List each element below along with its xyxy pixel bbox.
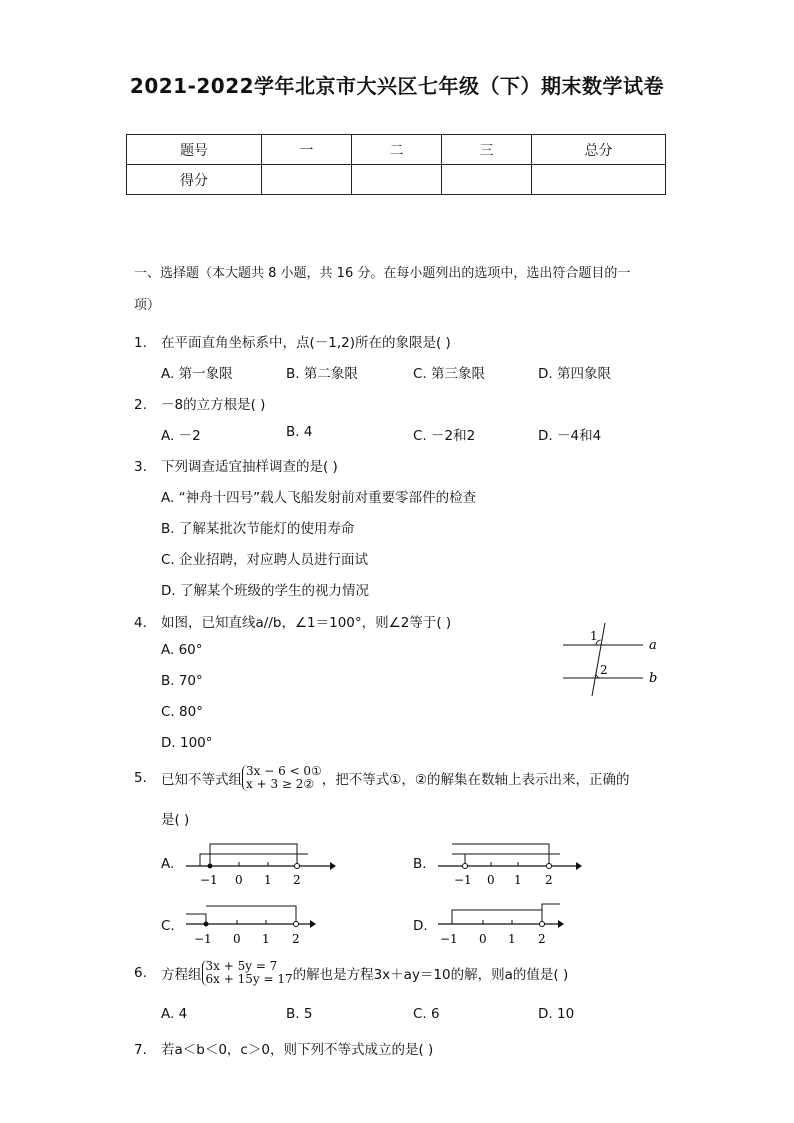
option-d[interactable]: D. －4和4 [538, 428, 602, 444]
tick-label: 0 [479, 932, 487, 946]
question-stem: 已知不等式组 [161, 772, 242, 788]
tick-label: 2 [545, 873, 553, 887]
question-number: 5. [134, 770, 147, 786]
option-a[interactable]: A. 4 [161, 1006, 188, 1022]
hollow-point [540, 922, 545, 927]
tick-label: −1 [200, 873, 218, 887]
question-number: 7. [134, 1042, 147, 1058]
solid-point [204, 922, 209, 927]
option-c[interactable]: C. 企业招聘，对应聘人员进行面试 [161, 552, 369, 568]
hollow-point [547, 864, 552, 869]
score-table [126, 134, 666, 195]
question-6 [134, 960, 568, 986]
parallel-lines-figure [555, 620, 665, 700]
solid-point [208, 864, 213, 869]
system-line-1: 3x + 5y = 7 [205, 959, 278, 973]
option-a[interactable]: A. －2 [161, 428, 201, 444]
question-number: 2. [134, 397, 147, 413]
option-b-label[interactable]: B. [413, 856, 427, 872]
option-a[interactable]: A. 第一象限 [161, 366, 233, 382]
page-title: 2021-2022学年北京市大兴区七年级（下）期末数学试卷 [129, 74, 665, 98]
line-a-label: a [649, 638, 657, 653]
question-3 [134, 455, 338, 475]
tick-label: 1 [262, 932, 270, 946]
section-heading: 一、选择题（本大题共 8 小题，共 16 分。在每小题列出的选项中，选出符合题目的一 [134, 266, 631, 281]
tick-label: 0 [487, 873, 495, 887]
system-line-2: 6x + 15y = 17 [205, 972, 293, 986]
system-line-1: 3x − 6 < 0① [246, 764, 322, 778]
question-stem: 在平面直角坐标系中，点(－1,2)所在的象限是( ) [161, 335, 451, 351]
tick-label: 1 [508, 932, 516, 946]
question-stem-cont: 的解也是方程3x＋ay＝10的解，则a的值是( ) [292, 967, 569, 983]
question-number: 4. [134, 615, 147, 631]
tick-label: 2 [292, 932, 300, 946]
angle-2-label: 2 [600, 663, 608, 677]
question-stem: －8的立方根是( ) [161, 397, 266, 413]
number-line-b[interactable] [432, 838, 592, 890]
hollow-point [295, 864, 300, 869]
hollow-point [294, 922, 299, 927]
number-line-d[interactable] [432, 898, 592, 950]
option-d[interactable]: D. 100° [161, 735, 213, 751]
score-cell[interactable] [442, 165, 532, 195]
tick-label: −1 [440, 932, 458, 946]
tick-label: 0 [233, 932, 241, 946]
table-cell: 一 [262, 135, 352, 165]
question-number: 6. [134, 965, 147, 981]
option-a[interactable]: A. 60° [161, 642, 203, 658]
option-a[interactable]: A. “神舟十四号”载人飞船发射前对重要零部件的检查 [161, 490, 477, 506]
table-cell: 得分 [127, 165, 262, 195]
score-cell[interactable] [262, 165, 352, 195]
option-d[interactable]: D. 了解某个班级的学生的视力情况 [161, 583, 369, 599]
question-stem: 如图，已知直线a//b，∠1＝100°，则∠2等于( ) [161, 615, 452, 631]
equation-system [202, 960, 293, 986]
tick-label: −1 [454, 873, 472, 887]
option-c-label[interactable]: C. [161, 918, 175, 934]
option-c[interactable]: C. 第三象限 [413, 366, 486, 382]
question-stem: 是( ) [161, 812, 190, 828]
option-c[interactable]: C. 6 [413, 1006, 440, 1022]
tick-label: 2 [538, 932, 546, 946]
table-cell: 二 [352, 135, 442, 165]
option-d-label[interactable]: D. [413, 918, 428, 934]
number-line-a[interactable] [180, 838, 340, 890]
table-cell: 题号 [127, 135, 262, 165]
tick-label: 1 [264, 873, 272, 887]
score-cell[interactable] [352, 165, 442, 195]
tick-label: −1 [194, 932, 212, 946]
line-b-label: b [649, 671, 658, 686]
question-stem-cont: ，把不等式①，②的解集在数轴上表示出来，正确的 [321, 772, 630, 788]
question-2 [134, 393, 265, 413]
question-stem: 下列调查适宜抽样调查的是( ) [161, 459, 338, 475]
table-cell: 总分 [532, 135, 666, 165]
question-number: 1. [134, 335, 147, 351]
tick-label: 0 [235, 873, 243, 887]
tick-label: 2 [293, 873, 301, 887]
question-7 [134, 1038, 433, 1058]
question-stem: 方程组 [161, 967, 202, 983]
question-5 [134, 765, 630, 791]
question-number: 3. [134, 459, 147, 475]
system-line-2: x + 3 ≥ 2② [246, 777, 315, 791]
option-b[interactable]: B. 第二象限 [286, 366, 358, 382]
inequality-system [242, 765, 322, 791]
score-cell[interactable] [532, 165, 666, 195]
option-c[interactable]: C. 80° [161, 704, 203, 720]
option-b[interactable]: B. 4 [286, 424, 313, 440]
angle-1-label: 1 [590, 629, 598, 643]
option-d[interactable]: D. 第四象限 [538, 366, 611, 382]
tick-label: 1 [514, 873, 522, 887]
question-stem: 若a＜b＜0，c＞0，则下列不等式成立的是( ) [161, 1042, 434, 1058]
option-d[interactable]: D. 10 [538, 1006, 575, 1022]
option-c[interactable]: C. －2和2 [413, 428, 476, 444]
question-5-line2 [134, 808, 189, 828]
option-b[interactable]: B. 70° [161, 673, 203, 689]
table-row [127, 135, 666, 165]
question-1 [134, 331, 451, 351]
table-row [127, 165, 666, 195]
option-b[interactable]: B. 了解某批次节能灯的使用寿命 [161, 521, 355, 537]
option-a-label[interactable]: A. [161, 856, 175, 872]
number-line-c[interactable] [180, 898, 340, 950]
option-b[interactable]: B. 5 [286, 1006, 313, 1022]
table-cell: 三 [442, 135, 532, 165]
question-4 [134, 611, 451, 631]
section-heading-cont: 项） [134, 298, 161, 313]
hollow-point [463, 864, 468, 869]
